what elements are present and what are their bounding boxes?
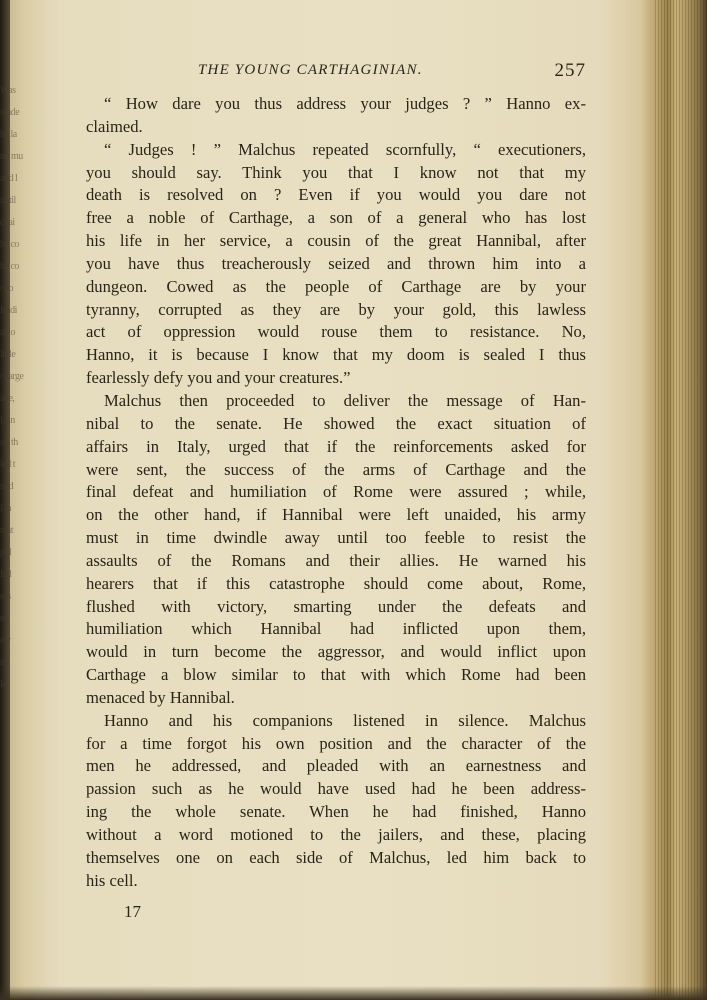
text-line: must in time dwindle away until too feeble to resist the [86, 528, 586, 548]
text-line: ing the whole senate. When he had finished, Hanno [86, 802, 586, 822]
bleed-fragment: ade, [0, 393, 15, 404]
bleed-fragment: he la [0, 129, 17, 140]
text-line: affairs in Italy, urged that if the reinforcements asked for [86, 436, 586, 456]
text-line: were sent, the success of the arms of Carthage and the [86, 459, 586, 479]
bleed-fragment: he co [0, 239, 19, 250]
page-edge-stack [655, 0, 707, 1000]
facing-page-bleed-through [0, 80, 26, 920]
text-line: his life in her service, a cousin of the great Hannibal, after [86, 231, 586, 251]
bleed-fragment: leadi [0, 305, 17, 316]
bleed-fragment: l in [0, 503, 12, 514]
text-line: hearers that if this catastrophe should come about, Rome, [86, 573, 586, 593]
text-line: Carthage a blow similar to that with which Rome had been [86, 665, 586, 685]
bleed-fragment: led t [0, 459, 15, 470]
bleed-fragment: charge [0, 371, 24, 382]
text-line: fearlessly defy you and your creatures.” [86, 368, 351, 388]
text-line: themselves one on each side of Malchus, led him back to [86, 847, 586, 867]
text-line: humiliation which Hannibal had inflicted upon them, [86, 619, 586, 639]
text-line: free a noble of Carthage, a son of a general who has lost [86, 208, 586, 228]
text-line: Hanno and his companions listened in silence. Malchus [104, 710, 586, 730]
body-text [86, 93, 586, 893]
bleed-fragment: reade [0, 107, 20, 118]
bleed-fragment: ed [0, 613, 9, 624]
text-line: Hanno, it is because I know that my doom is sealed I thus [86, 345, 586, 365]
text-line: claimed. [86, 116, 143, 136]
text-line: menaced by Hannibal. [86, 687, 235, 707]
text-line: you have thus treacherously seized and thrown him into a [86, 253, 586, 273]
text-line: Malchus then proceeded to deliver the message of Han- [104, 390, 586, 410]
text-line: his cell. [86, 870, 138, 890]
text-line: “ Judges ! ” Malchus repeated scornfully, “ executioners, [104, 139, 586, 159]
bleed-fragment: le [0, 679, 7, 690]
text-line: flushed with victory, smarting under the defeats and [86, 596, 586, 616]
bleed-fragment: lud [0, 569, 12, 580]
bleed-fragment: he co [0, 261, 19, 272]
text-line: final defeat and humiliation of Rome were assured ; while, [86, 482, 586, 502]
page-number: 257 [554, 60, 586, 81]
text-line: would in turn become the aggressor, and would inflict upon [86, 642, 586, 662]
bleed-fragment: pul [0, 547, 12, 558]
bleed-fragment: until [0, 195, 16, 206]
running-title: THE YOUNG CARTHAGINIAN. [198, 62, 423, 78]
page-header [86, 62, 586, 86]
text-line: for a time forgot his own position and the character of the [86, 733, 586, 753]
text-line: assaults of the Romans and their allies. He warned his [86, 550, 586, 570]
signature-mark: 17 [124, 902, 141, 921]
bleed-fragment: no mu [0, 151, 23, 162]
bleed-fragment: ror [0, 635, 11, 646]
text-line: men he addressed, and pleaded with an earnestness and [86, 756, 586, 776]
text-line: act of oppression would rouse them to resistance. No, [86, 322, 586, 342]
text-line: “ How dare you thus address your judges ? ” Hanno ex- [104, 94, 586, 113]
text-line: dungeon. Cowed as the people of Carthage are by your [86, 276, 586, 296]
text-line: you should say. Think you that I know not that my [86, 162, 586, 182]
text-line: on the other hand, if Hannibal were left unaided, his army [86, 505, 586, 525]
bleed-fragment: at lo [0, 327, 15, 338]
bleed-fragment: chai [0, 217, 15, 228]
bleed-fragment: l, an [0, 415, 15, 426]
bleed-fragment: reat [0, 525, 13, 536]
bottom-edge-shadow [0, 986, 707, 1000]
bleed-fragment: and l [0, 173, 18, 184]
text-line: passion such as he would have used had he been address- [86, 779, 586, 799]
text-line: tyranny, corrupted as they are by your gold, this lawless [86, 299, 586, 319]
bleed-fragment: little [0, 349, 16, 360]
text-line: without a word motioned to the jailers, and these, placing [86, 825, 586, 844]
bleed-fragment: ess [0, 591, 11, 602]
text-line: death is resolved on ? Even if you would you dare not [86, 185, 586, 205]
bleed-fragment: Was [0, 85, 16, 96]
text-line: nibal to the senate. He showed the exact situation of [86, 413, 586, 433]
bleed-fragment: ned [0, 481, 13, 492]
bleed-fragment: cho [0, 283, 13, 294]
bleed-fragment: on th [0, 437, 18, 448]
bleed-fragment: ny [0, 657, 9, 668]
